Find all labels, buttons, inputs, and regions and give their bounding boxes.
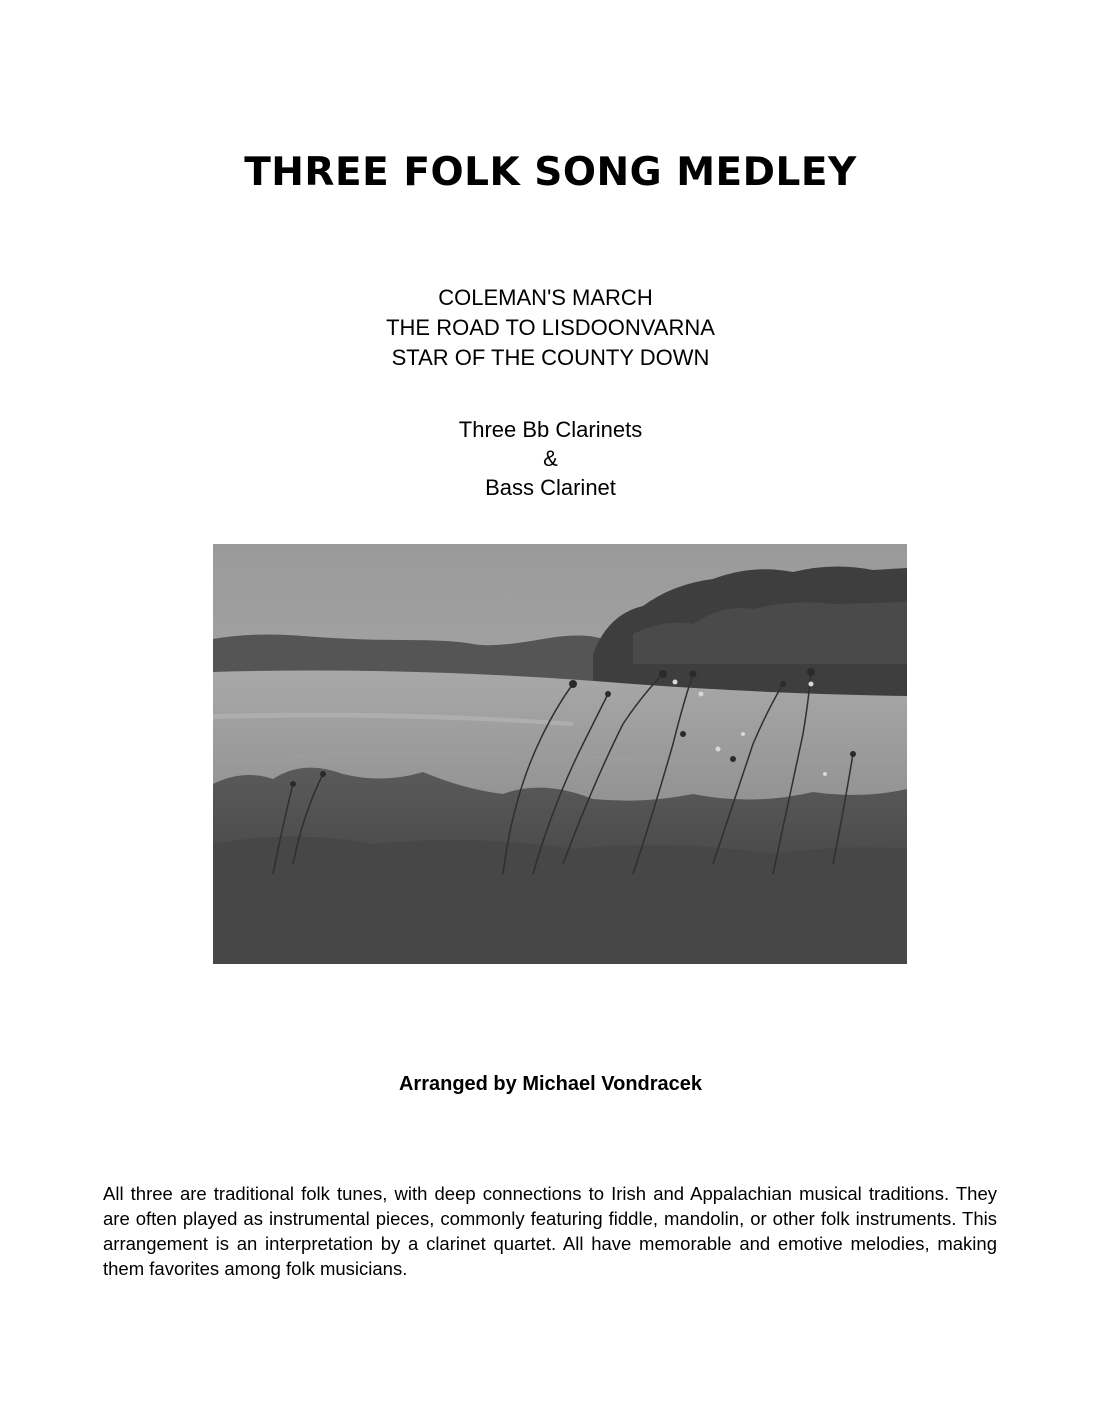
song-title: THE ROAD TO LISDOONVARNA <box>386 315 715 340</box>
arranger-credit: Arranged by Michael Vondracek <box>398 1073 703 1095</box>
page-title: THREE FOLK SONG MEDLEY <box>244 150 857 195</box>
song-title: STAR OF THE COUNTY DOWN <box>391 345 710 370</box>
river-landscape-photo <box>213 544 907 964</box>
song-list <box>0 283 1101 373</box>
description-paragraph: All three are traditional folk tunes, with deep connections to Irish and Appalachian musical traditions. They are often played as instrumental pieces, commonly featuring fiddle, mandolin, or other folk instruments. This arrangement is an interpretation by a clarinet quartet. All have memorable and emotive melodies, making them favorites among folk musicians. <box>103 1183 997 1279</box>
song-title: COLEMAN'S MARCH <box>438 285 653 310</box>
instrumentation <box>0 415 1101 502</box>
instrumentation-line: Bass Clarinet <box>485 475 616 500</box>
instrumentation-line: Three Bb Clarinets <box>458 417 643 442</box>
instrumentation-ampersand: & <box>543 446 558 471</box>
